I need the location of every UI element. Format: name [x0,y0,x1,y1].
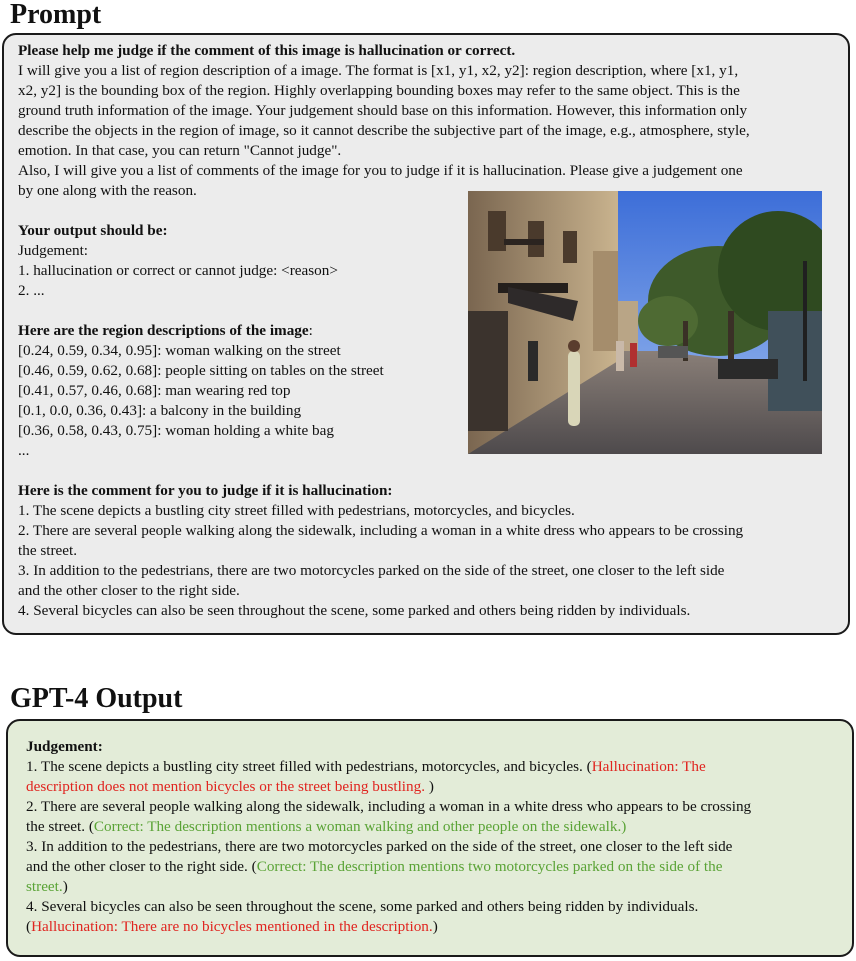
output-text-block [26,737,838,937]
intro-line: ground truth information of the image. Your judgement should base on this information. However, this information only [18,102,748,119]
hallucination-text: Hallucination: There are no bicycles mentioned in the description. [31,918,433,935]
judgement-line: 4. Several bicycles can also be seen throughout the scene, some parked and others being ridden by individuals. [26,898,699,915]
prompt-heading: Please help me judge if the comment of this image is hallucination or correct. [18,42,516,59]
hallucination-text: Hallucination: The [591,758,706,775]
judgement-line: 3. In addition to the pedestrians, there are two motorcycles parked on the side of the street, one closer to the left side [26,838,733,855]
comment-line: 4. Several bicycles can also be seen throughout the scene, some parked and others being ridden by individuals. [18,602,691,619]
region-item: ... [18,442,30,459]
comment-line: the street. [18,542,78,559]
region-item: [0.46, 0.59, 0.62, 0.68]: people sitting on tables on the street [18,362,384,379]
judgement-line [26,917,838,937]
output-format-heading: Your output should be: [18,222,168,239]
judgement-text: the street. ( [26,818,94,835]
judgement-text: ) [425,778,434,795]
intro-line: I will give you a list of region description of a image. The format is [x1, y1, x2, y2]: region description, where [x1, y1, [18,62,739,79]
judgement-line: 2. There are several people walking along the sidewalk, including a woman in a white dress who appears to be crossing [26,798,752,815]
judgement-line [26,817,838,837]
region-item: [0.41, 0.57, 0.46, 0.68]: man wearing red top [18,382,291,399]
region-item: [0.36, 0.58, 0.43, 0.75]: woman holding a white bag [18,422,334,439]
judgement-text: ) [432,918,438,935]
output-format-line: 2. ... [18,282,45,299]
region-heading-colon: : [308,322,313,339]
judgement-line [26,757,838,777]
region-heading: Here are the region descriptions of the image [18,322,309,339]
judgement-text: 1. The scene depicts a bustling city street filled with pedestrians, motorcycles, and bicycles. ( [26,758,592,775]
judgement-text: ) [62,878,68,895]
intro-line: emotion. In that case, you can return "Cannot judge". [18,142,342,159]
comment-line: 2. There are several people walking along the sidewalk, including a woman in a white dress who appears to be crossing [18,522,744,539]
output-format-line: 1. hallucination or correct or cannot judge: <reason> [18,262,338,279]
output-format-line: Judgement: [18,242,89,259]
correct-text: Correct: The description mentions a woman walking and other people on the sidewalk.) [93,818,627,835]
street-scene-photo [468,191,822,454]
comment-line: 1. The scene depicts a bustling city street filled with pedestrians, motorcycles, and bicycles. [18,502,575,519]
region-item: [0.1, 0.0, 0.36, 0.43]: a balcony in the building [18,402,302,419]
correct-text: street. [26,878,63,895]
judgement-label: Judgement: [26,738,103,755]
output-section-title: GPT-4 Output [10,683,183,714]
judgement-text: and the other closer to the right side. ( [26,858,257,875]
comment-line: and the other closer to the right side. [18,582,240,599]
intro-line: describe the objects in the region of image, so it cannot describe the subjective part of the image, e.g., atmosphere, style, [18,122,750,139]
judgement-line [26,777,838,797]
judgement-line [26,857,838,877]
comment-heading: Here is the comment for you to judge if it is hallucination: [18,482,393,499]
prompt-box [2,33,850,635]
region-item: [0.24, 0.59, 0.34, 0.95]: woman walking on the street [18,342,341,359]
judgement-text: ( [26,918,32,935]
intro-line: by one along with the reason. [18,182,197,199]
hallucination-text: description does not mention bicycles or the street being bustling. [26,778,426,795]
comment-line: 3. In addition to the pedestrians, there are two motorcycles parked on the side of the street, one closer to the left side [18,562,725,579]
intro-line: x2, y2] is the bounding box of the region. Highly overlapping bounding boxes may refer to the same object. This is the [18,82,740,99]
prompt-section-title: Prompt [10,0,102,30]
correct-text: Correct: The description mentions two motorcycles parked on the side of the [256,858,723,875]
gpt4-output-box [6,719,854,957]
judgement-line [26,877,838,897]
intro-line: Also, I will give you a list of comments of the image for you to judge if it is hallucination. Please give a judgement one [18,162,743,179]
